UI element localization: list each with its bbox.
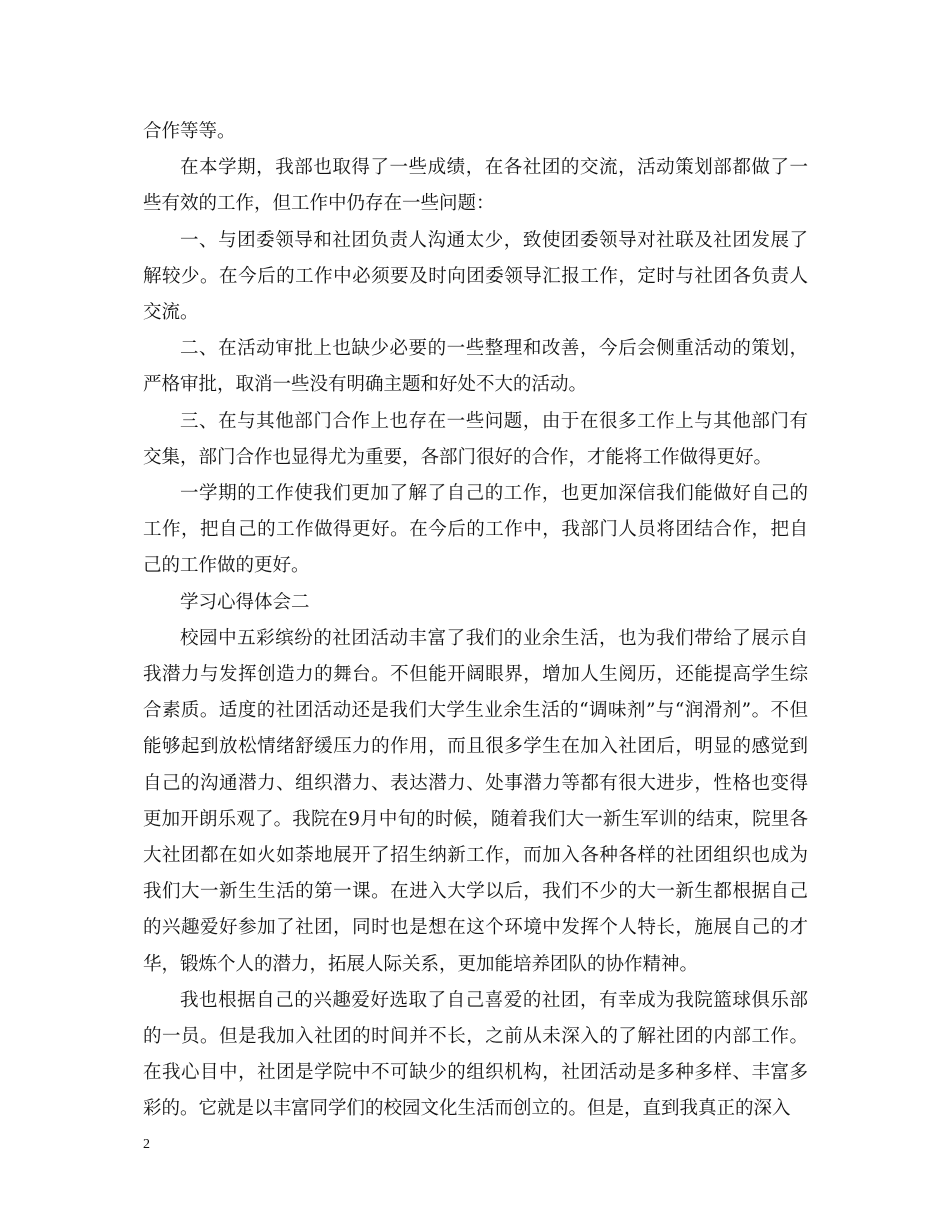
paragraph: 我也根据自己的兴趣爱好选取了自己喜爱的社团，有幸成为我院篮球俱乐部的一员。但是我加入社团的时间并不长，之前从未深入的了解社团的内部工作。在我心目中，社团是学院中不可缺少的组织机构，社团活动是多种多样、丰富多彩的。它就是以丰富同学们的校园文化生活而创立的。但是，直到我真正的深入 [143,989,808,1120]
page-number: 2 [143,1137,150,1152]
paragraph: 在本学期，我部也取得了一些成绩，在各社团的交流，活动策划部都做了一些有效的工作，但工作中仍存在一些问题： [143,157,808,215]
paragraph: 三、在与其他部门合作上也存在一些问题，由于在很多工作上与其他部门有交集，部门合作也显得尤为重要，各部门很好的合作，才能将工作做得更好。 [143,410,808,468]
paragraph: 一学期的工作使我们更加了解了自己的工作，也更加深信我们能做好自己的工作，把自己的工作做得更好。在今后的工作中，我部门人员将团结合作，把自己的工作做的更好。 [143,483,808,577]
paragraph: 一、与团委领导和社团负责人沟通太少，致使团委领导对社联及社团发展了解较少。在今后的工作中必须要及时向团委领导汇报工作，定时与社团各负责人交流。 [143,229,808,324]
document-body [143,114,808,1128]
section-heading: 学习心得体会二 [180,591,310,613]
paragraph: 二、在活动审批上也缺少必要的一些整理和改善，今后会侧重活动的策划，严格审批，取消一些没有明确主题和好处不大的活动。 [143,338,808,396]
paragraph: 合作等等。 [143,121,236,142]
paragraph: 校园中五彩缤纷的社团活动丰富了我们的业余生活，也为我们带给了展示自我潜力与发挥创造力的舞台。不但能开阔眼界，增加人生阅历，还能提高学生综合素质。适度的社团活动还是我们大学生业余生活的“调味剂”与“润滑剂”。不但能够起到放松情绪舒缓压力的作用，而且很多学生在加入社团后，明显的感觉到自己的沟通潜力、组织潜力、表达潜力、处事潜力等都有很大进步，性格也变得更加开朗乐观了。我院在9月中旬的时候，随着我们大一新生军训的结束，院里各大社团都在如火如荼地展开了招生纳新工作，而加入各种各样的社团组织也成为我们大一新生生活的第一课。在进入大学以后，我们不少的大一新生都根据自己的兴趣爱好参加了社团，同时也是想在这个环境中发挥个人特长，施展自己的才华，锻炼个人的潜力，拓展人际关系，更加能培养团队的协作精神。 [143,627,808,975]
